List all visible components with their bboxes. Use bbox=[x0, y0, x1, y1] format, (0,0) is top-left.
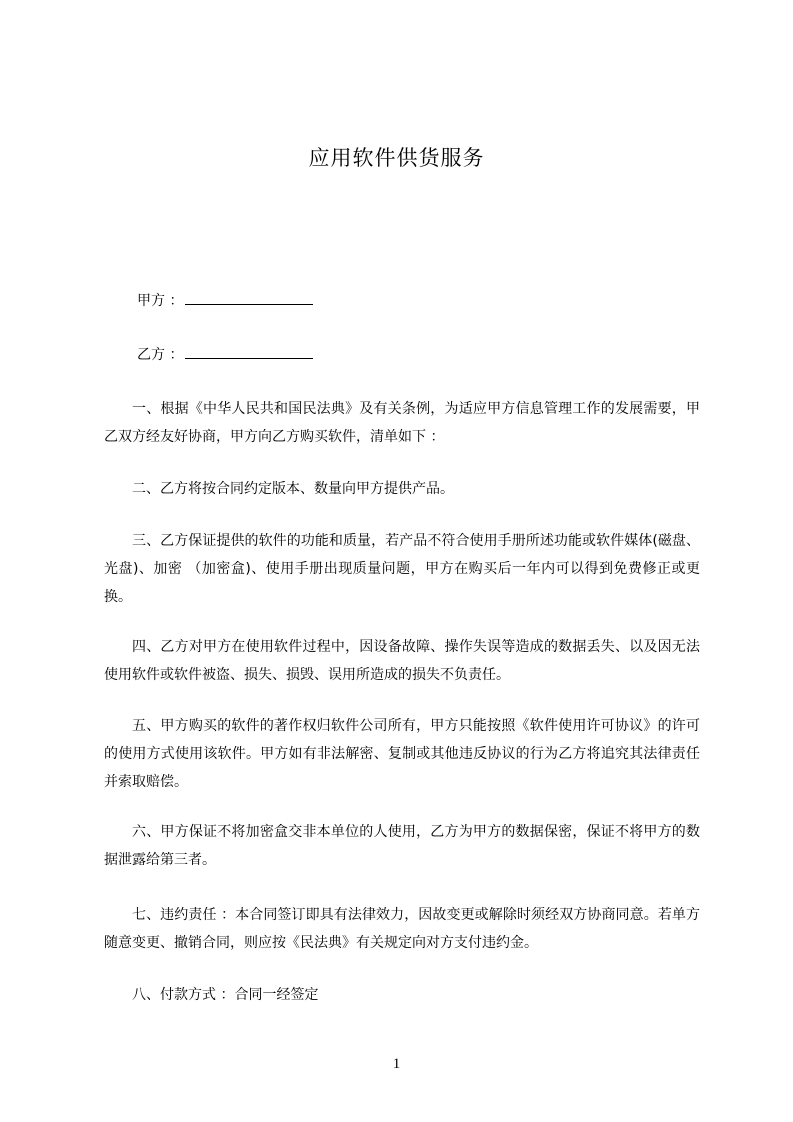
clause-3: 三、乙方保证提供的软件的功能和质量，若产品不符合使用手册所述功能或软件媒体(磁盘、光盘)、加密 （加密盒)、使用手册出现质量问题，甲方在购买后一年内可以得到免费修正或更换。 bbox=[104, 533, 700, 605]
clause-2: 二、乙方将按合同约定版本、数量向甲方提供产品。 bbox=[132, 481, 454, 497]
document-title: 应用软件供货服务 bbox=[308, 146, 485, 170]
clause-6: 六、甲方保证不将加密盒交非本单位的人使用，乙方为甲方的数据保密，保证不将甲方的数据泄露给第三者。 bbox=[104, 824, 700, 868]
party-b-label: 乙方 ： bbox=[137, 347, 184, 363]
party-b-line bbox=[137, 344, 313, 364]
clause-8: 八、付款方式 ：合同一经签定 bbox=[132, 987, 319, 1003]
party-a-label: 甲方 ： bbox=[137, 293, 184, 309]
clause-5: 五、甲方购买的软件的著作权归软件公司所有，甲方只能按照《软件使用许可协议》的许可的使用方式使用该软件。甲方如有非法解密、复制或其他违反协议的行为乙方将追究其法律责任并索取赔偿。 bbox=[104, 718, 700, 790]
clause-7: 七、违约责任 ：本合同签订即具有法律效力，因故变更或解除时须经双方协商同意。若单方随意变更、撤销合同，则应按《民法典》有关规定向对方支付违约金。 bbox=[104, 907, 700, 951]
clause-1: 一、根据《中华人民共和国民法典》及有关条例，为适应甲方信息管理工作的发展需要，甲乙双方经友好协商，甲方向乙方购买软件，清单如下 ： bbox=[104, 401, 700, 445]
party-a-blank bbox=[185, 290, 313, 305]
party-a-line bbox=[137, 290, 313, 310]
page-number: 1 bbox=[392, 1056, 401, 1072]
clause-4: 四、乙方对甲方在使用软件过程中，因设备故障、操作失误等造成的数据丢失、以及因无法使用软件或软件被盗、损失、损毁、误用所造成的损失不负责任。 bbox=[104, 639, 700, 683]
party-b-blank bbox=[185, 344, 313, 359]
